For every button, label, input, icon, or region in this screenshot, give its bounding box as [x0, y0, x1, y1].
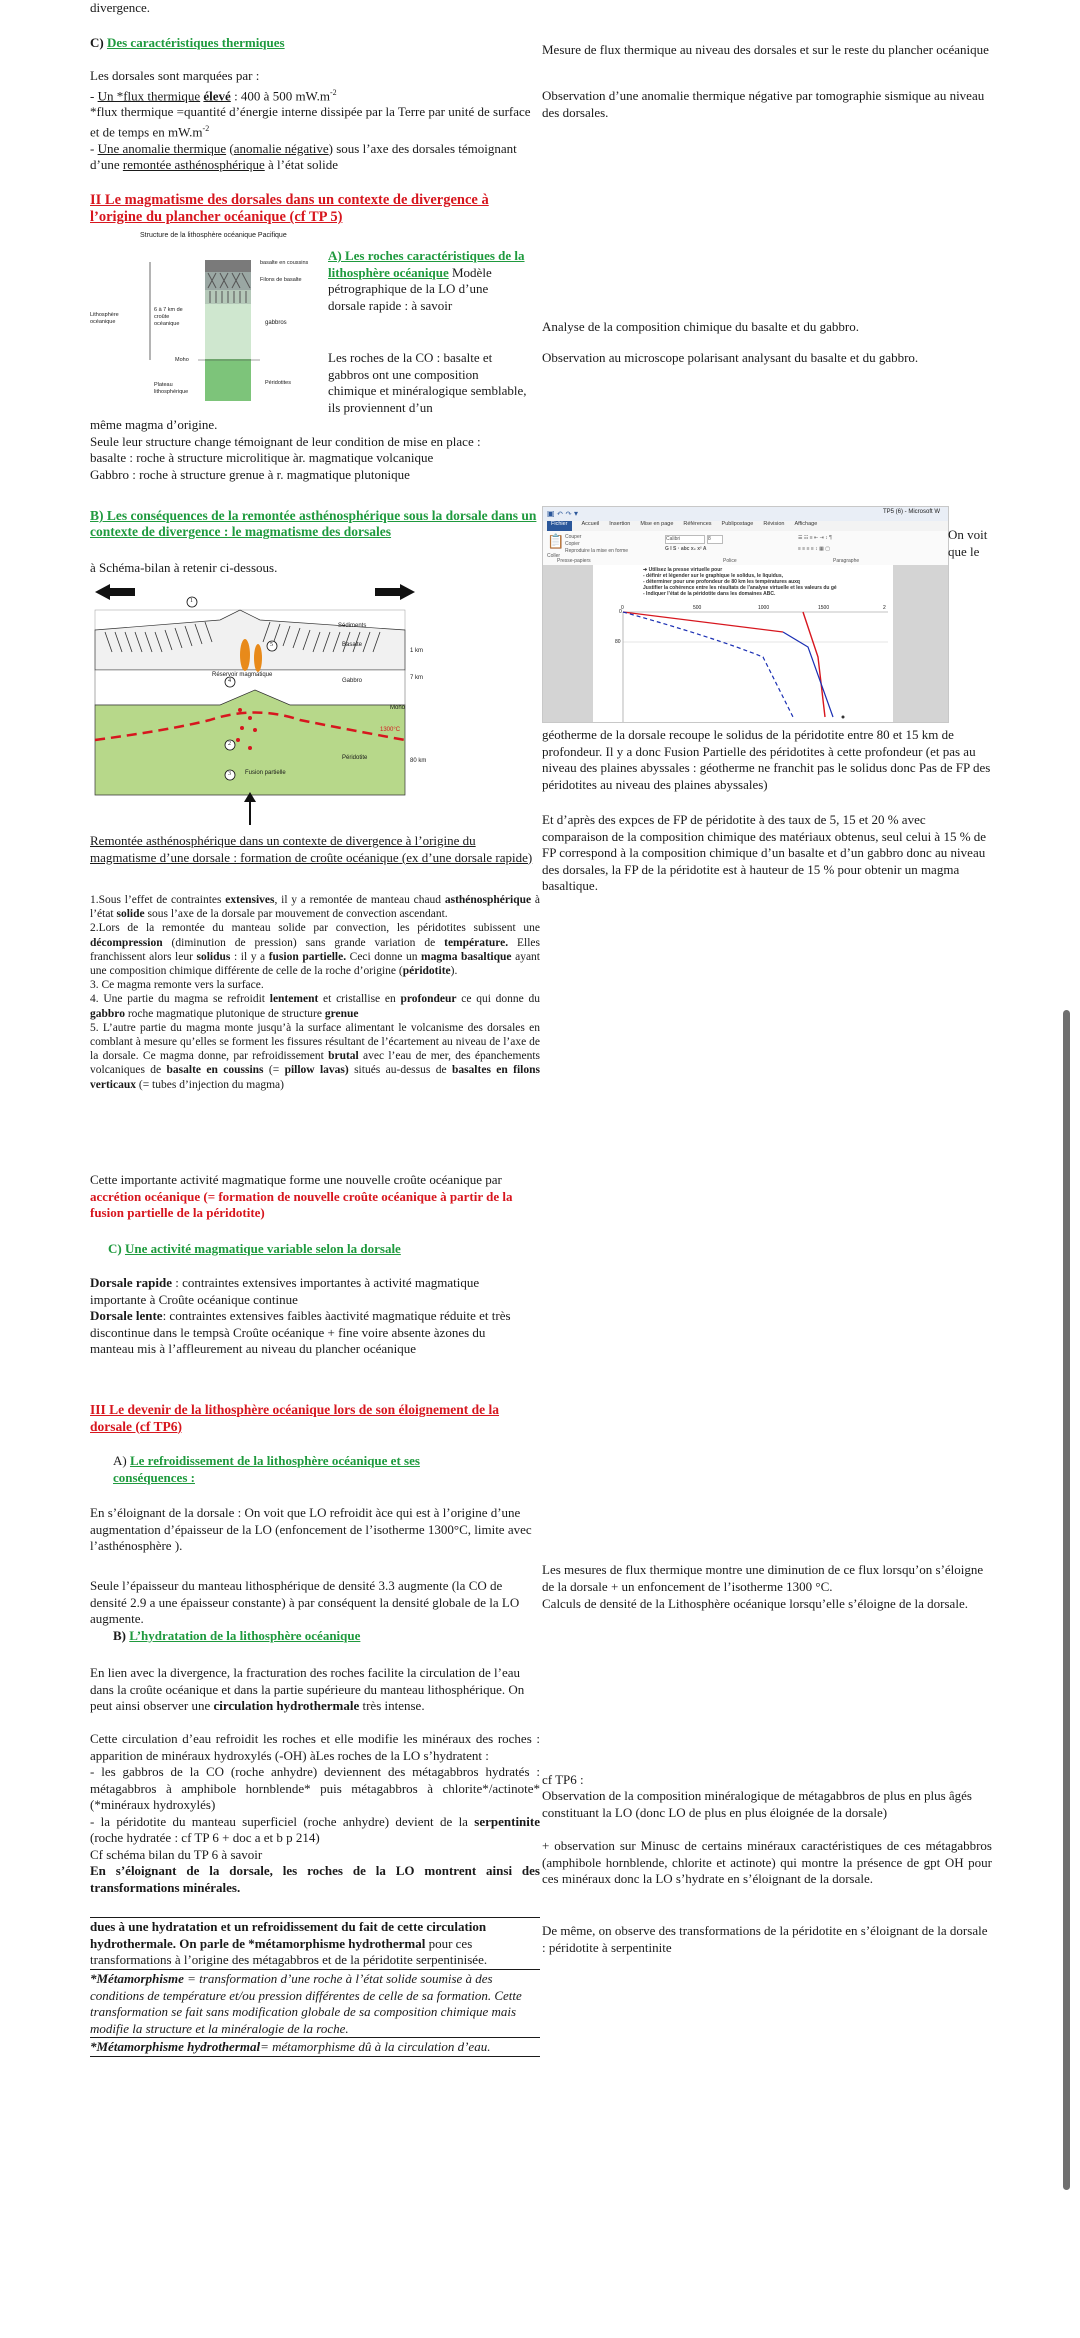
slow-ridge [90, 1308, 530, 1358]
line: Cf schéma bilan du TP 6 à savoir [90, 1846, 263, 1862]
line [90, 85, 540, 105]
step-1 [90, 893, 540, 921]
section-b-heading [90, 508, 540, 540]
line: - les gabbros de la CO (roche anhydre) deviennent des métagabbros hydratés : métagabbros à amphibole hornblende* puis métagabbros à chlorite*/actinote* (*minéraux hydroxylés) [90, 1764, 540, 1812]
label-gabbro: Gabbro [342, 678, 363, 684]
t: sous l’axe de la dorsale par mouvement de convection ascendant. [144, 908, 448, 921]
t: (roche hydratée : cf TP 6 + doc a et b p 214) [90, 1830, 320, 1845]
t: Une anomalie thermique [97, 140, 227, 156]
t: Dorsale rapide [90, 1275, 172, 1290]
t: *flux thermique =quantité d’énergie interne dissipée par la Terre par unité de surface et de temps en mW.m [90, 104, 531, 140]
t: ( [226, 140, 234, 156]
magma-chamber [240, 639, 250, 671]
t: remontée asthénosphérique [122, 157, 265, 173]
t: : 400 à 500 mW.m [230, 87, 330, 103]
doc-instructions [593, 565, 893, 597]
line: même magma d’origine. [90, 417, 218, 432]
step-3: 3. Ce magma remonte vers la surface. [90, 979, 264, 992]
t: *métamorphisme hydrothermal [248, 1935, 426, 1951]
label-moho: Moho [175, 357, 189, 363]
definition-hydrothermal [90, 2039, 540, 2056]
label-1km: 1 km [410, 648, 424, 654]
prefix: A) [113, 1453, 130, 1468]
heading-text: II Le magmatisme des dorsales dans un contexte de divergence à l’origine du plancher océanique (cf TP 5) [90, 192, 489, 225]
right-arrow [375, 584, 415, 600]
hydration-paragraph [90, 1665, 540, 1715]
t: à l’état solide [264, 157, 339, 173]
right-note: + observation sur Minusc de certains minéraux caractéristiques de ces métagabbros (amphibole hornblende, chlorite et actinote) qui montre la présence de gpt OH pour ces minéraux donc la LO s’hydrate en s’éloignant de la dorsale. [542, 1838, 992, 1886]
t: dues à une hydratation et un refroidissement du fait de cette circulation hydrothermale. On parle de [90, 1919, 487, 1951]
title-bar [543, 507, 948, 521]
section-c2-body [90, 1275, 530, 1358]
label-reservoir: Réservoir magmatique [212, 672, 273, 678]
line: basalte : roche à structure microlitique àr. magmatique volcanique [90, 450, 434, 465]
t: brutal [328, 1050, 359, 1063]
geotherm-plain [623, 612, 793, 717]
t: très intense. [359, 1698, 425, 1713]
section-c-heading [90, 35, 285, 52]
ridge-diagram [90, 580, 540, 830]
tab-mailings[interactable]: Publipostage [721, 521, 754, 527]
doc-line: - définir et légender sur le graphique le solidus, le liquidus, [643, 573, 784, 579]
t: Un *flux thermique [97, 87, 201, 103]
t: température. [444, 936, 509, 949]
step-4 [90, 992, 540, 1020]
t: Elles franchissent alors leur [90, 936, 541, 963]
t: Cette importante activité magmatique forme une nouvelle croûte océanique par [90, 1172, 502, 1187]
label-perid: Péridotites [265, 380, 291, 386]
t: à l’état [90, 894, 541, 921]
cut-label[interactable]: Couper [565, 534, 582, 540]
heading-text: Le refroidissement de la lithosphère océanique et ses conséquences : [113, 1453, 420, 1485]
t: - la péridotite du manteau superficiel (roche anhydre) devient de la [90, 1813, 475, 1829]
line: En s’éloignant de la dorsale, les roches de la LO montrent ainsi des transformations minérales. [90, 1863, 540, 1895]
t: En lien avec la divergence, la fracturation des roches facilite la circulation de l’eau dans la croûte océanique et dans la partie supérieure du manteau lithosphérique. On peut ainsi observer une [90, 1665, 525, 1713]
right-note: Observation d’une anomalie thermique négative par tomographie sismique au niveau des dorsales. [542, 88, 985, 120]
accretion-paragraph [90, 1172, 540, 1222]
cooling-paragraph: En s’éloignant de la dorsale : On voit que LO refroidit àce qui est à l’origine d’une augmentation d’épaisseur de la LO (enfoncement de l’isotherme 1300°C, limite avec l’asthénosphère ). [90, 1505, 532, 1553]
t: lentement [269, 993, 319, 1006]
scrollbar[interactable] [1063, 1010, 1070, 2190]
density-paragraph: Seule l’épaisseur du manteau lithosphérique de densité 3.3 augmente (la CO de densité 2.9 a une épaisseur constante) à par conséquent la densité globale de la LO augmente. [90, 1578, 520, 1626]
t: pillow lavas) [284, 1064, 349, 1077]
label-n5: 5 [270, 642, 273, 648]
right-note: Observation au microscope polarisant analysant du basalte et du gabbro. [542, 350, 919, 365]
t: et cristallise en [318, 993, 401, 1006]
geotherm-chart [593, 597, 893, 722]
tab-home[interactable]: Accueil [581, 521, 600, 527]
doc-line: ➔ Utilisez la presse virtuelle pour [643, 567, 723, 573]
line: Les dorsales sont marquées par : [90, 68, 260, 83]
section-iii-heading [90, 1402, 540, 1435]
left-arrow [95, 584, 135, 600]
align-buttons-icon[interactable]: ≡ ≡ ≡ ≡ ↕ ▦ ▢ [798, 546, 830, 552]
gabbro-layer [205, 304, 251, 359]
t: roche magmatique plutonique de structure [124, 1007, 325, 1020]
label-moho: Moho [390, 705, 406, 711]
metamorphism-box [90, 1919, 540, 1969]
t: décompression [90, 936, 163, 949]
t: asthénosphérique [444, 894, 532, 906]
schema-note: à Schéma-bilan à retenir ci-dessous. [90, 560, 278, 575]
format-painter[interactable]: Reproduire la mise en forme [565, 548, 629, 554]
heading-text: Une activité magmatique variable selon la dorsale [124, 1241, 401, 1256]
line: Seule leur structure change témoignant de leur condition de mise en place : [90, 433, 481, 449]
divider [90, 2056, 540, 2057]
tick-x: 0 [621, 605, 624, 611]
doc-page [593, 565, 893, 722]
section-c2-heading [108, 1241, 401, 1258]
right-note: Observation de la composition minéralogique de métagabbros de plus en plus âgés constituant la LO (donc LO de plus en plus éloignée de la dorsale) [542, 1788, 972, 1820]
t: ce qui donne du [456, 993, 540, 1006]
t: , il y a remontée de manteau chaud [274, 894, 445, 906]
right-note: De même, on observe des transformations de la péridotite en s’éloignant de la dorsale : péridotite à serpentinite [542, 1923, 988, 1955]
line: Gabbro : roche à structure grenue à r. magmatique plutonique [90, 466, 410, 482]
divider [90, 2037, 540, 2038]
line: Cette circulation d’eau refroidit les roches et elle modifie les minéraux des roches : apparition de minéraux hydroxylés (-OH) àLes roches de la LO s’hydratent : [90, 1731, 540, 1763]
line [90, 1814, 540, 1847]
prefix: B) [113, 1628, 130, 1643]
t: - [90, 140, 98, 156]
paste-icon[interactable]: 📋 [547, 533, 565, 549]
t: 1.Sous l’effet de contraintes [90, 894, 226, 906]
tick-y: 0 [619, 609, 622, 615]
t: (diminution de pression) sans grande variation de [162, 936, 445, 949]
t: fusion partielle. [268, 950, 347, 963]
heading-text: L’hydratation de la lithosphère océanique [129, 1628, 361, 1643]
right-note: Les mesures de flux thermique montre une diminution de ce flux lorsqu’on s’éloigne de la dorsale + un enfoncement de l’isotherme 1300 °C. [542, 1562, 984, 1594]
lithosphere-structure-figure [90, 232, 330, 407]
t: anomalie négative [233, 140, 329, 156]
right-note: Calculs de densité de la Lithosphère océanique lorsqu’elle s’éloigne de la dorsale. [542, 1596, 968, 1611]
font-name-field[interactable]: Calibri [665, 535, 705, 544]
line [90, 141, 540, 174]
tick-x: 2 [883, 605, 886, 611]
t: solidus [196, 950, 231, 963]
label-80km: 80 km [410, 758, 427, 764]
ribbon [543, 531, 948, 566]
definition-metamorphism [90, 1971, 540, 2037]
section-iii-sub-b [113, 1628, 360, 1645]
label-iso: 1300°C [380, 727, 401, 733]
section-ii-heading [90, 192, 540, 226]
right-note: cf TP6 : [542, 1772, 584, 1787]
t: élevé [203, 87, 231, 103]
process-steps [90, 893, 540, 1092]
t: Dorsale lente [90, 1308, 163, 1323]
label-gabbros: gabbros [265, 320, 287, 326]
list-buttons-icon[interactable]: ☰ ☷ ≡ ⇤ ⇥ ↕ ¶ [798, 535, 832, 541]
t: 5. L’autre partie du magma monte jusqu’à la surface alimentant le volcanisme des dorsales en comblant à mesure qu’elles se forment les fissures résultant de l’écartement au niveau de l’axe de la dorsale. Ce magma donne, par refroidissement [90, 1021, 540, 1063]
tick-x: 1500 [818, 605, 830, 611]
t: : contraintes extensives faibles àactivité magmatique réduite et très discontinue dans le tempsà Croûte océanique + fine voire absente àzones du manteau mis à l’affleurement au niveau du plancher océanique [90, 1308, 511, 1356]
font-size-field[interactable]: 8 [707, 535, 723, 544]
t: basaltes en filons verticaux [90, 1064, 540, 1091]
clipboard-group: Presse-papiers [557, 558, 591, 564]
paste-label[interactable]: Coller [547, 553, 561, 559]
t: *Métamorphisme hydrothermal [90, 2039, 261, 2054]
t: : contraintes extensives importantes à activité magmatique importante à Croûte océanique continue [90, 1275, 480, 1307]
right-note: géotherme de la dorsale recoupe le solidus de la péridotite entre 80 et 15 km de profondeur. Il y a donc Fusion Partielle des péridotites à cette profondeur (et pas au niveau des plaines abyssales : géotherme ne franchit pas le solidus donc Pas de FP des péridotites au niveau des plaines abyssales) [542, 727, 991, 792]
subsection-a-text2: Les roches de la CO : basalte et gabbros ont une composition chimique et minéralogique semblable, ils proviennent d’un [328, 350, 527, 415]
label-sed: Sédiments [338, 623, 367, 629]
t: - [90, 87, 98, 103]
t: avec l’eau de mer, des épanchements volcaniques de [90, 1050, 540, 1077]
tab-review[interactable]: Révision [763, 521, 785, 527]
t: *Métamorphisme [90, 1971, 184, 1986]
tick-x: 1000 [758, 605, 770, 611]
heading-prefix: C) [90, 35, 107, 50]
right-note-on-voit: On voit que le [948, 527, 988, 559]
tick-x: 500 [693, 605, 702, 611]
t: profondeur [400, 993, 457, 1006]
window-title: TP5 (6) - Microsoft W [883, 509, 941, 515]
heading-text: III Le devenir de la lithosphère océanique lors de son éloignement de la dorsale (cf TP6) [90, 1402, 500, 1434]
t: gabbro [90, 1007, 125, 1020]
geotherm-ridge [623, 612, 783, 632]
t: péridotite [402, 965, 451, 978]
t: -2 [202, 123, 210, 133]
t: ) sous l’axe des dorsales témoignant d’une [90, 140, 517, 173]
subsection-a-text: Modèle pétrographique de la LO d’une dorsale rapide : à savoir [328, 264, 492, 313]
t: solide [116, 908, 145, 921]
diagram-caption: Remontée asthénosphérique dans un contexte de divergence à l’origine du magmatisme d’une dorsale : formation de croûte océanique (ex d’une dorsale rapide) [90, 833, 533, 865]
t: (= tubes d’injection du magma) [135, 1078, 284, 1091]
t: circulation hydrothermale [213, 1698, 360, 1713]
heading-text: B) Les conséquences de la remontée asthénosphérique sous la dorsale dans un contexte de divergence : le magmatisme des dorsales [90, 508, 537, 539]
paragraph-group: Paragraphe [833, 558, 860, 564]
t: serpentinite [474, 1813, 540, 1829]
label-plateau: Plateau lithosphérique [154, 382, 189, 395]
t: magma basaltique [421, 950, 512, 963]
label-n1: 1 [190, 598, 193, 604]
tab-file[interactable]: Fichier [547, 521, 572, 531]
t: 4. Une partie du magma se refroidit [90, 993, 270, 1006]
figure-title: Structure de la lithosphère océanique Pacifique [140, 232, 287, 239]
font-group: Police [723, 558, 737, 564]
subsection-a-heading: A) Les roches caractéristiques de la lithosphère océanique [328, 248, 525, 280]
word-screenshot [542, 506, 949, 723]
section-iii-sub-a [113, 1453, 463, 1486]
t: (= [263, 1064, 285, 1077]
fast-ridge [90, 1275, 530, 1308]
top-fragment: divergence. [90, 0, 151, 15]
label-fusion: Fusion partielle [245, 770, 286, 776]
section-c-body [90, 68, 540, 174]
magma-chamber [254, 644, 262, 672]
sediment-layer [205, 260, 251, 272]
t: -2 [330, 87, 337, 97]
mantle [95, 690, 405, 795]
t: = métamorphisme dû à la circulation d’eau. [260, 2039, 491, 2054]
t: ayant une composition chimique différente de celle de la roche d’origine ( [90, 950, 540, 978]
label-perid: Péridotite [342, 755, 368, 761]
label-lith: Lithosphère océanique [90, 312, 119, 325]
t: Ceci donne un [346, 950, 422, 963]
label-n2: 2 [228, 741, 231, 747]
label-n4: 4 [228, 678, 231, 684]
ridge-svg [90, 580, 540, 830]
doc-line: Justifier la cohérence entre les résultats de l’analyse virtuelle et les valeurs du gé [643, 585, 837, 591]
subsection-a [328, 248, 528, 314]
line [90, 104, 540, 140]
right-note: Mesure de flux thermique au niveau des dorsales et sur le reste du plancher océanique [542, 42, 989, 57]
save-icon: ▣ ↶ ↷ ▾ [547, 509, 578, 518]
liquidus [783, 632, 833, 717]
divider [90, 1969, 540, 1970]
t: extensives [225, 894, 275, 906]
heading-text: Des caractéristiques thermiques [106, 35, 285, 50]
t: pour ces transformations à l’origine des métagabbros et de la péridotite serpentinisée. [90, 1935, 488, 1967]
label-7km: 7 km [410, 675, 424, 681]
peridotite-layer [205, 359, 251, 401]
hydration-list [90, 1731, 540, 1896]
right-note: Analyse de la composition chimique du basalte et du gabbro. [542, 319, 859, 334]
t: 2.Lors de la remontée du manteau solide par convection, les péridotites subissent une [90, 922, 540, 935]
t: basalte en coussins [166, 1064, 264, 1077]
step-2 [90, 921, 540, 978]
ribbon-tabs [543, 521, 948, 531]
label-n3: 3 [228, 771, 231, 777]
tab-insert[interactable]: Insertion [609, 521, 631, 527]
tick-y: 80 [615, 639, 621, 645]
label-crust: 6 à 7 km de croûte océanique [154, 307, 183, 327]
doc-line: - déterminer pour une profondeur de 80 km les températures auxq [643, 579, 800, 585]
step-5 [90, 1021, 540, 1092]
t: situés au-dessus de [348, 1064, 452, 1077]
heading-prefix: C) [108, 1241, 125, 1256]
format-buttons-icon[interactable]: G I S · abc x₂ x² A [665, 546, 707, 552]
t: : il y a [230, 950, 269, 963]
t: grenue [324, 1007, 359, 1020]
t: accrétion océanique (= formation de nouvelle croûte océanique à partir de la fusion partielle de la péridotite) [90, 1188, 513, 1220]
tab-references[interactable]: Références [683, 521, 712, 527]
label-basalte: Basalte [342, 642, 363, 648]
doc-area [543, 565, 948, 722]
tab-layout[interactable]: Mise en page [640, 521, 674, 527]
t: ). [450, 965, 458, 978]
copy-label[interactable]: Copier [565, 541, 580, 547]
t: = transformation d’une roche à l’état solide soumise à des conditions de température et/ou pression différentes de celle de sa formation. Cette transformation se fait sans modification globale de sa composition chimique mais modifie la structure et la minéralogie de la roche. [90, 1971, 522, 2036]
divider [90, 1917, 540, 1918]
doc-line: - Indiquer l’état de la péridotite dans les domaines ABC. [643, 591, 776, 597]
tab-view[interactable]: Affichage [794, 521, 818, 527]
label-basalt: basalte en coussins [260, 260, 309, 266]
right-note: Et d’après des expces de FP de péridotite à des taux de 5, 15 et 20 % avec comparaison de la composition chimique des matériaux obtenus, seul celui à 15 % de FP correspond à la composition chimique d’un basalte et d’un gabbro donc au niveau des dorsales, la FP de la péridotite est à hauteur de 15 % pour obtenir un magma basaltique. [542, 812, 987, 893]
subsection-a-rest [90, 417, 540, 483]
label-filons: Filons de basalte [260, 277, 302, 283]
